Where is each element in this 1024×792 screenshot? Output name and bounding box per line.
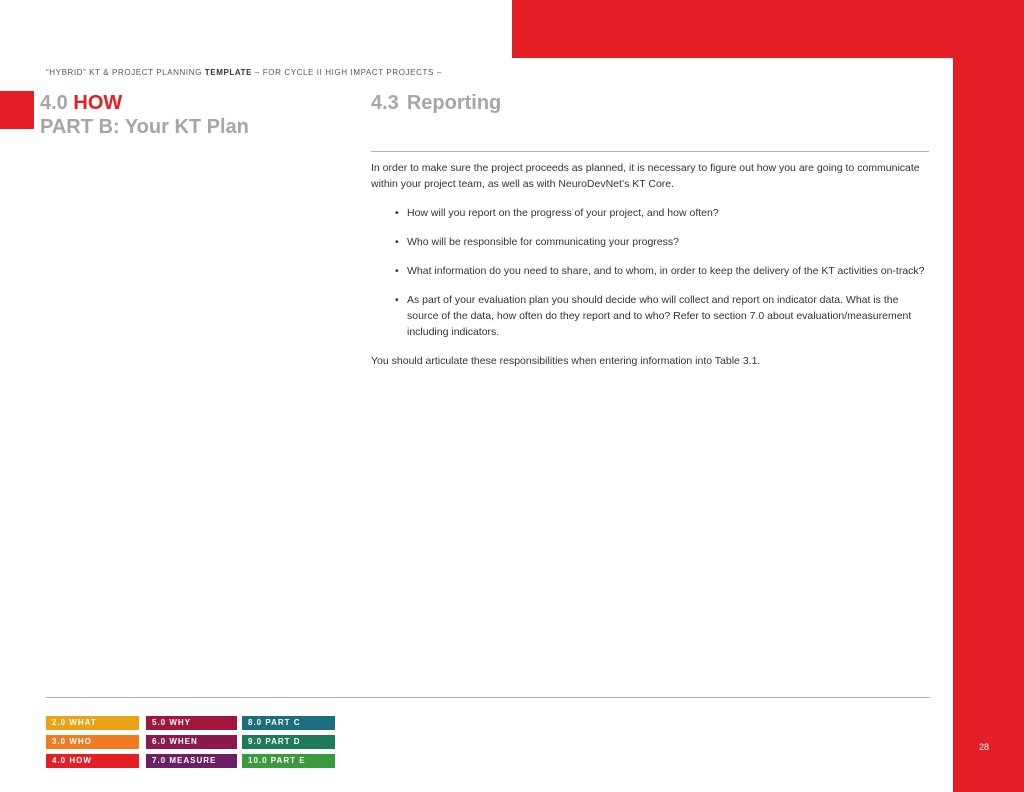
top-divider	[371, 151, 929, 152]
bottom-divider	[46, 697, 930, 698]
list-item: • What information do you need to share, and to whom, in order to keep the delivery of the KT activities on-track?	[371, 263, 931, 279]
page-number: 28	[979, 742, 990, 752]
list-item: • Who will be responsible for communicating your progress?	[371, 234, 931, 250]
intro-paragraph: In order to make sure the project proceeds as planned, it is necessary to figure out how you are going to communicate within your project team, as well as with NeuroDevNet’s KT Core.	[371, 162, 920, 190]
closing-paragraph: You should articulate these responsibilities when entering information into Table 3.1.	[371, 355, 761, 367]
body-content	[371, 160, 931, 369]
subsection-title: Reporting	[406, 92, 502, 114]
top-red-band	[512, 0, 1024, 58]
list-item: • As part of your evaluation plan you should decide who will collect and report on indicator data. What is the source of the data, how often do they report and to who? Refer to section 7.0 about evaluation/measurement including indicators.	[371, 292, 931, 340]
subsection-number: 4.3	[371, 92, 399, 114]
left-red-tab	[0, 91, 34, 129]
section-heading	[40, 92, 122, 115]
nav-part-d[interactable]: 9.0 PART D	[242, 735, 335, 749]
list-item: • How will you report on the progress of your project, and how often?	[371, 205, 931, 221]
nav-part-e[interactable]: 10.0 PART E	[242, 754, 335, 768]
nav-how[interactable]: 4.0 HOW	[46, 754, 139, 768]
section-part: PART B: Your KT Plan	[40, 116, 249, 138]
section-number: 4.0	[40, 92, 68, 114]
nav-who[interactable]: 3.0 WHO	[46, 735, 139, 749]
section-name: HOW	[73, 92, 123, 114]
header-prefix: “HYBRID” KT & PROJECT PLANNING	[46, 68, 205, 77]
nav-when[interactable]: 6.0 WHEN	[146, 735, 237, 749]
nav-part-c[interactable]: 8.0 PART C	[242, 716, 335, 730]
right-red-band	[953, 58, 1024, 792]
nav-measure[interactable]: 7.0 MEASURE	[146, 754, 237, 768]
question-list	[371, 205, 931, 340]
header-suffix: – FOR CYCLE II HIGH IMPACT PROJECTS –	[252, 68, 442, 77]
document-header	[46, 68, 442, 77]
nav-what[interactable]: 2.0 WHAT	[46, 716, 139, 730]
header-bold: TEMPLATE	[204, 68, 253, 77]
nav-why[interactable]: 5.0 WHY	[146, 716, 237, 730]
subsection-heading	[371, 92, 509, 115]
